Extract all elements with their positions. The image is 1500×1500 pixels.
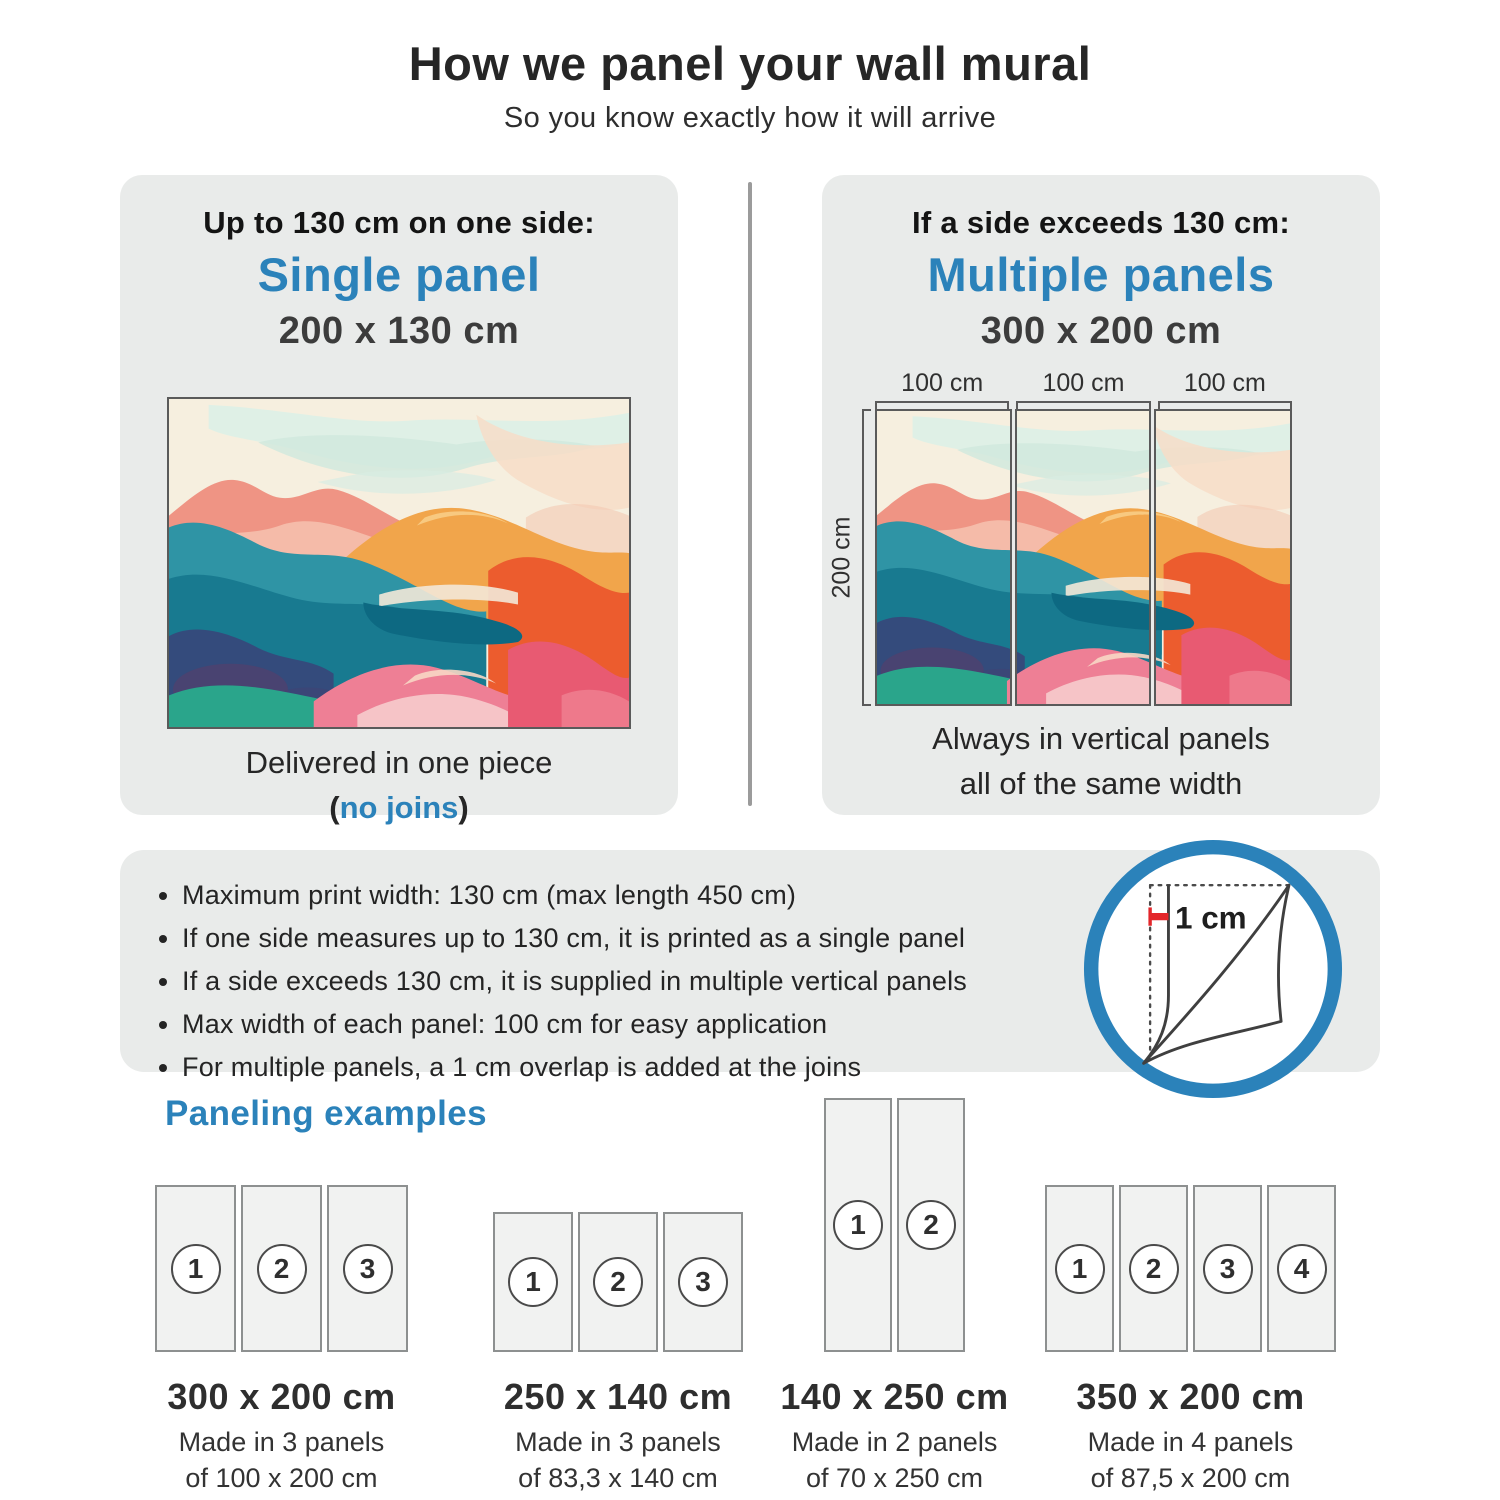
multi-card-title: Multiple panels <box>927 248 1275 301</box>
measurement-diagram <box>822 369 1380 705</box>
note-bullet-1: • Maximum print width: 130 cm (max length 450 cm) <box>182 874 1380 917</box>
example-panels <box>155 1185 408 1352</box>
example-panels <box>493 1212 743 1352</box>
panel-number-badge: 3 <box>343 1244 393 1294</box>
panel-number-badge: 4 <box>1277 1244 1327 1294</box>
footer-no-joins: no joins <box>339 789 459 825</box>
example-made-line2: of 100 x 200 cm <box>185 1463 378 1494</box>
multi-footer-line1: Always in vertical panels <box>932 721 1270 756</box>
multi-card-footer <box>822 717 1380 807</box>
example-panel <box>824 1098 892 1352</box>
example-size: 300 x 200 cm <box>167 1376 396 1417</box>
footer-paren-close: ) <box>458 789 469 825</box>
single-card-footer <box>120 741 678 831</box>
examples-heading: Paneling examples <box>165 1094 487 1133</box>
footer-paren-open: ( <box>329 789 340 825</box>
panel-number-badge: 2 <box>906 1200 956 1250</box>
example-panel <box>578 1212 658 1352</box>
note-bullet-3: • If a side exceeds 130 cm, it is supplied in multiple vertical panels <box>182 960 1380 1003</box>
note-bullet-2: • If one side measures up to 130 cm, it is printed as a single panel <box>182 917 1380 960</box>
single-panel-card <box>120 175 678 825</box>
mural-artwork <box>877 411 1290 704</box>
example-size: 140 x 250 cm <box>780 1376 1009 1417</box>
single-mural-image <box>167 397 631 729</box>
example-made-line2: of 70 x 250 cm <box>805 1463 984 1494</box>
multi-footer-line2: all of the same width <box>959 765 1243 801</box>
panel-number-badge: 3 <box>1203 1244 1253 1294</box>
example-made-in <box>515 1424 721 1497</box>
example-panel <box>155 1185 236 1352</box>
single-card-condition: Up to 130 cm on one side: <box>203 205 595 240</box>
width-label-1: 100 cm <box>901 369 984 397</box>
example-size: 350 x 200 cm <box>1076 1376 1305 1417</box>
single-footer-line1: Delivered in one piece <box>245 745 553 780</box>
page-subtitle: So you know exactly how it will arrive <box>503 102 997 134</box>
example-panel <box>897 1098 965 1352</box>
example-made-in <box>792 1424 998 1497</box>
panel-number-badge: 1 <box>171 1244 221 1294</box>
example-made-line1: Made in 4 panels <box>1087 1427 1294 1457</box>
example-size: 250 x 140 cm <box>503 1376 733 1417</box>
panel-number-badge: 2 <box>1129 1244 1179 1294</box>
height-measure <box>824 409 860 706</box>
panel-number-badge: 3 <box>678 1257 728 1307</box>
example-panel <box>1119 1185 1188 1352</box>
mural-artwork <box>169 399 629 727</box>
example-made-line2: of 83,3 x 140 cm <box>518 1463 718 1494</box>
example-panel <box>493 1212 573 1352</box>
single-card-size: 200 x 130 cm <box>278 310 520 352</box>
note-bullet-4: • Max width of each panel: 100 cm for easy application <box>182 1003 1380 1046</box>
cards-divider <box>748 182 752 806</box>
example-panel <box>327 1185 408 1352</box>
example-made-in <box>1088 1424 1294 1497</box>
example-250x140 <box>493 1212 743 1497</box>
multi-card-condition: If a side exceeds 130 cm: <box>911 205 1290 240</box>
panel-number-badge: 1 <box>1055 1244 1105 1294</box>
height-label: 200 cm <box>827 516 856 599</box>
multi-card-size: 300 x 200 cm <box>980 310 1222 352</box>
example-300x200 <box>155 1185 408 1497</box>
example-panel <box>663 1212 743 1352</box>
panel-join-gap-1 <box>1010 409 1017 706</box>
panel-number-badge: 2 <box>257 1244 307 1294</box>
example-140x250 <box>780 1098 1009 1497</box>
panel-number-badge: 1 <box>833 1200 883 1250</box>
width-label-3: 100 cm <box>1183 369 1266 397</box>
example-panel <box>1193 1185 1262 1352</box>
overlap-label: 1 cm <box>1175 900 1247 936</box>
example-panel <box>1045 1185 1114 1352</box>
example-350x200 <box>1045 1185 1336 1497</box>
width-measure-2 <box>1016 369 1150 412</box>
note-bullet-5: • For multiple panels, a 1 cm overlap is added at the joins <box>182 1046 1380 1089</box>
single-card-title: Single panel <box>257 248 541 301</box>
example-panels <box>1045 1185 1336 1352</box>
example-panels <box>824 1098 965 1352</box>
width-label-2: 100 cm <box>1042 369 1125 397</box>
example-panel <box>241 1185 322 1352</box>
multi-mural-image <box>875 409 1292 706</box>
height-bracket <box>862 409 871 706</box>
page-title: How we panel your wall mural <box>408 37 1092 90</box>
example-panel <box>1267 1185 1336 1352</box>
example-made-line1: Made in 3 panels <box>178 1427 385 1457</box>
panel-number-badge: 1 <box>508 1257 558 1307</box>
example-made-line2: of 87,5 x 200 cm <box>1090 1463 1291 1494</box>
example-made-line1: Made in 3 panels <box>515 1427 721 1457</box>
example-made-in <box>179 1424 385 1497</box>
panel-number-badge: 2 <box>593 1257 643 1307</box>
overlap-page-peel-icon <box>1082 838 1344 1100</box>
width-measures <box>875 369 1292 412</box>
panel-join-gap-2 <box>1149 409 1156 706</box>
width-measure-1 <box>875 369 1009 412</box>
example-made-line1: Made in 2 panels <box>791 1427 998 1457</box>
multiple-panels-card <box>822 175 1380 815</box>
width-measure-3 <box>1158 369 1292 412</box>
